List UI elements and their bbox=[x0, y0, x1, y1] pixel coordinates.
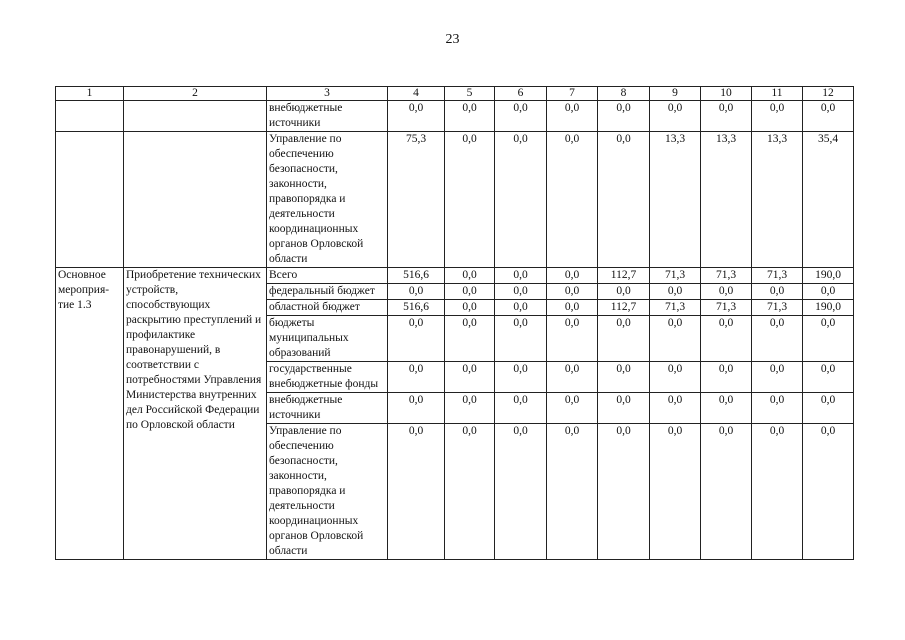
value-cell: 0,0 bbox=[495, 316, 547, 362]
column-header: 3 bbox=[267, 87, 388, 101]
column-header: 11 bbox=[752, 87, 803, 101]
value-cell: 0,0 bbox=[752, 362, 803, 393]
funding-source-cell: внебюджетные источники bbox=[267, 393, 388, 424]
funding-source-cell: областной бюджет bbox=[267, 300, 388, 316]
value-cell: 0,0 bbox=[598, 132, 650, 268]
column-header: 4 bbox=[388, 87, 445, 101]
value-cell: 0,0 bbox=[445, 101, 495, 132]
value-cell: 112,7 bbox=[598, 268, 650, 284]
value-cell: 71,3 bbox=[752, 300, 803, 316]
value-cell: 516,6 bbox=[388, 300, 445, 316]
value-cell: 0,0 bbox=[495, 132, 547, 268]
column-header: 10 bbox=[701, 87, 752, 101]
value-cell: 35,4 bbox=[803, 132, 854, 268]
value-cell: 0,0 bbox=[445, 132, 495, 268]
value-cell: 0,0 bbox=[547, 132, 598, 268]
value-cell: 0,0 bbox=[445, 393, 495, 424]
value-cell: 0,0 bbox=[598, 424, 650, 560]
value-cell: 0,0 bbox=[752, 101, 803, 132]
header-row bbox=[56, 87, 854, 101]
value-cell: 0,0 bbox=[803, 362, 854, 393]
table-row bbox=[56, 268, 854, 284]
value-cell: 0,0 bbox=[650, 316, 701, 362]
value-cell: 71,3 bbox=[701, 300, 752, 316]
column-header: 7 bbox=[547, 87, 598, 101]
value-cell: 0,0 bbox=[701, 393, 752, 424]
empty-cell bbox=[124, 101, 267, 132]
value-cell: 0,0 bbox=[701, 362, 752, 393]
value-cell: 0,0 bbox=[445, 316, 495, 362]
value-cell: 0,0 bbox=[495, 362, 547, 393]
value-cell: 0,0 bbox=[803, 101, 854, 132]
empty-cell bbox=[56, 101, 124, 132]
value-cell: 0,0 bbox=[650, 393, 701, 424]
value-cell: 0,0 bbox=[495, 101, 547, 132]
column-header: 6 bbox=[495, 87, 547, 101]
funding-source-cell: внебюджетные источники bbox=[267, 101, 388, 132]
column-header: 1 bbox=[56, 87, 124, 101]
budget-table bbox=[55, 86, 854, 560]
value-cell: 0,0 bbox=[445, 300, 495, 316]
value-cell: 0,0 bbox=[495, 424, 547, 560]
value-cell: 0,0 bbox=[803, 424, 854, 560]
funding-source-cell: бюджеты муниципальных образований bbox=[267, 316, 388, 362]
value-cell: 0,0 bbox=[547, 101, 598, 132]
value-cell: 0,0 bbox=[547, 424, 598, 560]
value-cell: 0,0 bbox=[547, 268, 598, 284]
table-row bbox=[56, 132, 854, 268]
value-cell: 0,0 bbox=[598, 316, 650, 362]
value-cell: 13,3 bbox=[752, 132, 803, 268]
value-cell: 190,0 bbox=[803, 300, 854, 316]
value-cell: 0,0 bbox=[701, 424, 752, 560]
value-cell: 71,3 bbox=[701, 268, 752, 284]
value-cell: 0,0 bbox=[445, 284, 495, 300]
funding-source-cell: федеральный бюджет bbox=[267, 284, 388, 300]
value-cell: 0,0 bbox=[388, 424, 445, 560]
value-cell: 0,0 bbox=[495, 300, 547, 316]
value-cell: 0,0 bbox=[388, 362, 445, 393]
funding-source-cell: государственные внебюджетные фонды bbox=[267, 362, 388, 393]
value-cell: 0,0 bbox=[650, 362, 701, 393]
value-cell: 75,3 bbox=[388, 132, 445, 268]
value-cell: 516,6 bbox=[388, 268, 445, 284]
column-header: 2 bbox=[124, 87, 267, 101]
value-cell: 0,0 bbox=[701, 101, 752, 132]
value-cell: 0,0 bbox=[701, 284, 752, 300]
value-cell: 0,0 bbox=[803, 316, 854, 362]
value-cell: 0,0 bbox=[495, 284, 547, 300]
funding-source-cell: Управление по обеспечению безопасности, законности, правопорядка и деятельности координационных органов Орловской области bbox=[267, 132, 388, 268]
measure-name-cell: Основное мероприя-тие 1.3 bbox=[56, 268, 124, 560]
value-cell: 0,0 bbox=[803, 284, 854, 300]
value-cell: 0,0 bbox=[752, 393, 803, 424]
value-cell: 0,0 bbox=[388, 316, 445, 362]
value-cell: 0,0 bbox=[547, 300, 598, 316]
column-header: 9 bbox=[650, 87, 701, 101]
value-cell: 0,0 bbox=[388, 101, 445, 132]
funding-source-cell: Всего bbox=[267, 268, 388, 284]
value-cell: 0,0 bbox=[803, 393, 854, 424]
empty-cell bbox=[56, 132, 124, 268]
empty-cell bbox=[124, 132, 267, 268]
value-cell: 71,3 bbox=[650, 268, 701, 284]
value-cell: 0,0 bbox=[445, 362, 495, 393]
value-cell: 13,3 bbox=[701, 132, 752, 268]
value-cell: 0,0 bbox=[547, 393, 598, 424]
value-cell: 0,0 bbox=[701, 316, 752, 362]
value-cell: 0,0 bbox=[752, 316, 803, 362]
value-cell: 71,3 bbox=[650, 300, 701, 316]
column-header: 8 bbox=[598, 87, 650, 101]
value-cell: 190,0 bbox=[803, 268, 854, 284]
value-cell: 0,0 bbox=[388, 393, 445, 424]
column-header: 12 bbox=[803, 87, 854, 101]
page-number: 23 bbox=[445, 32, 460, 47]
value-cell: 0,0 bbox=[598, 101, 650, 132]
value-cell: 0,0 bbox=[495, 393, 547, 424]
table-body bbox=[56, 87, 854, 560]
value-cell: 0,0 bbox=[445, 424, 495, 560]
value-cell: 13,3 bbox=[650, 132, 701, 268]
value-cell: 0,0 bbox=[752, 424, 803, 560]
value-cell: 0,0 bbox=[752, 284, 803, 300]
measure-description-cell: Приобретение технических устройств, способствующих раскрытию преступлений и профилактике правонарушений, в соответствии с потребностями Управления Министерства внутренних дел Российской Федерации по Орловской области bbox=[124, 268, 267, 560]
funding-source-cell: Управление по обеспечению безопасности, законности, правопорядка и деятельности координационных органов Орловской области bbox=[267, 424, 388, 560]
value-cell: 0,0 bbox=[598, 362, 650, 393]
value-cell: 0,0 bbox=[547, 284, 598, 300]
value-cell: 0,0 bbox=[650, 101, 701, 132]
value-cell: 71,3 bbox=[752, 268, 803, 284]
value-cell: 0,0 bbox=[598, 284, 650, 300]
value-cell: 0,0 bbox=[650, 284, 701, 300]
value-cell: 112,7 bbox=[598, 300, 650, 316]
column-header: 5 bbox=[445, 87, 495, 101]
value-cell: 0,0 bbox=[598, 393, 650, 424]
value-cell: 0,0 bbox=[547, 316, 598, 362]
value-cell: 0,0 bbox=[445, 268, 495, 284]
value-cell: 0,0 bbox=[495, 268, 547, 284]
value-cell: 0,0 bbox=[388, 284, 445, 300]
value-cell: 0,0 bbox=[547, 362, 598, 393]
value-cell: 0,0 bbox=[650, 424, 701, 560]
table-row bbox=[56, 101, 854, 132]
